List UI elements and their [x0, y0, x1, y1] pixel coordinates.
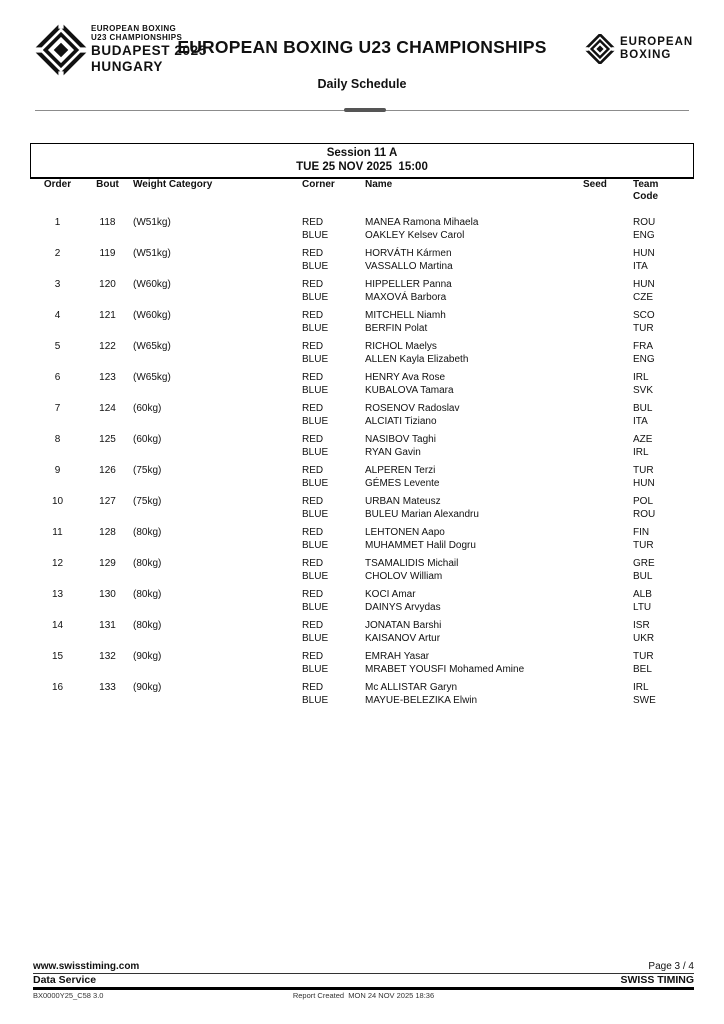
blue-corner-label: BLUE	[302, 509, 329, 520]
bout-number-cell: 122	[99, 341, 116, 352]
swiss-timing-label: SWISS TIMING	[620, 974, 694, 986]
logo-line: EUROPEAN BOXING	[91, 24, 177, 33]
bout-number-cell: 118	[99, 217, 116, 228]
table-row	[30, 681, 694, 707]
weight-category-cell: (90kg)	[133, 682, 162, 693]
weight-category-cell: (90kg)	[133, 651, 162, 662]
red-boxer-name: NASIBOV Taghi	[365, 434, 436, 445]
seed-cell	[583, 557, 633, 583]
blue-corner-label: BLUE	[302, 540, 329, 551]
table-row	[30, 216, 694, 242]
table-row	[30, 526, 694, 552]
blue-team-code: ENG	[633, 230, 655, 241]
seed-cell	[583, 278, 633, 304]
seed-cell	[583, 588, 633, 614]
corner-cell	[302, 557, 365, 583]
weight-category-cell: (W60kg)	[133, 310, 171, 321]
corner-cell	[302, 588, 365, 614]
order-cell: 16	[51, 682, 64, 693]
seed-cell	[583, 247, 633, 273]
red-corner-label: RED	[302, 310, 324, 321]
red-boxer-name: MANEA Ramona Mihaela	[365, 217, 479, 228]
corner-cell	[302, 402, 365, 428]
gem-icon	[585, 34, 615, 64]
table-row	[30, 340, 694, 366]
blue-corner-label: BLUE	[302, 416, 329, 427]
table-row	[30, 402, 694, 428]
name-cell	[365, 681, 583, 707]
table-row	[30, 650, 694, 676]
bout-number-cell: 121	[99, 310, 116, 321]
bout-number-cell: 132	[99, 651, 116, 662]
team-code-cell	[633, 371, 694, 397]
team-code-cell	[633, 557, 694, 583]
red-corner-label: RED	[302, 465, 324, 476]
corner-cell	[302, 495, 365, 521]
bout-number-cell: 119	[99, 248, 116, 259]
footer-row-report	[33, 991, 694, 1001]
red-corner-label: RED	[302, 434, 324, 445]
table-body	[30, 216, 694, 707]
red-team-code: ALB	[633, 589, 652, 600]
team-code-cell	[633, 650, 694, 676]
schedule-table	[30, 179, 694, 712]
red-boxer-name: HORVÁTH Kármen	[365, 248, 452, 259]
blue-corner-label: BLUE	[302, 602, 329, 613]
red-team-code: HUN	[633, 279, 655, 290]
report-code: BX0000Y25_C58 3.0	[33, 990, 104, 1000]
red-corner-label: RED	[302, 372, 324, 383]
red-team-code: IRL	[633, 372, 649, 383]
order-cell: 4	[54, 310, 61, 321]
name-cell	[365, 340, 583, 366]
blue-boxer-name: CHOLOV William	[365, 571, 443, 582]
red-team-code: ISR	[633, 620, 650, 631]
name-cell	[365, 309, 583, 335]
red-corner-label: RED	[302, 682, 324, 693]
weight-category-cell: (75kg)	[133, 465, 162, 476]
weight-category-cell: (80kg)	[133, 558, 162, 569]
order-cell: 5	[54, 341, 61, 352]
table-row	[30, 309, 694, 335]
order-cell: 11	[52, 527, 63, 538]
red-boxer-name: MITCHELL Niamh	[365, 310, 446, 321]
seed-cell	[583, 371, 633, 397]
weight-category-cell: (60kg)	[133, 434, 162, 445]
team-code-cell	[633, 278, 694, 304]
blue-boxer-name: MRABET YOUSFI Mohamed Amine	[365, 664, 525, 675]
name-cell	[365, 402, 583, 428]
logo-line: BOXING	[620, 49, 672, 61]
name-cell	[365, 557, 583, 583]
red-team-code: FRA	[633, 341, 653, 352]
page-number: Page 3 / 4	[648, 961, 694, 972]
corner-cell	[302, 619, 365, 645]
page-footer	[33, 961, 694, 1001]
logo-line: EUROPEAN	[620, 36, 694, 48]
seed-cell	[583, 619, 633, 645]
corner-cell	[302, 216, 365, 242]
corner-cell	[302, 650, 365, 676]
team-code-cell	[633, 619, 694, 645]
red-boxer-name: HIPPELLER Panna	[365, 279, 452, 290]
bout-number-cell: 130	[99, 589, 116, 600]
header-team-code	[633, 179, 694, 203]
team-code-cell	[633, 526, 694, 552]
name-cell	[365, 650, 583, 676]
blue-boxer-name: KAISANOV Artur	[365, 633, 441, 644]
header-order: Order	[43, 179, 72, 190]
red-corner-label: RED	[302, 496, 324, 507]
data-service-label: Data Service	[33, 974, 97, 986]
seed-cell	[583, 495, 633, 521]
blue-boxer-name: ALLEN Kayla Elizabeth	[365, 354, 469, 365]
order-cell: 14	[51, 620, 64, 631]
blue-corner-label: BLUE	[302, 633, 329, 644]
seed-cell	[583, 402, 633, 428]
table-row	[30, 247, 694, 273]
order-cell: 7	[54, 403, 61, 414]
order-cell: 1	[54, 217, 61, 228]
weight-category-cell: (75kg)	[133, 496, 162, 507]
order-cell: 15	[51, 651, 64, 662]
blue-boxer-name: OAKLEY Kelsev Carol	[365, 230, 465, 241]
red-corner-label: RED	[302, 248, 324, 259]
weight-category-cell: (W60kg)	[133, 279, 171, 290]
blue-corner-label: BLUE	[302, 292, 329, 303]
blue-boxer-name: MAYUE-BELEZIKA Elwin	[365, 695, 478, 706]
blue-team-code: IRL	[633, 447, 649, 458]
corner-cell	[302, 309, 365, 335]
footer-row-service	[33, 974, 694, 986]
blue-corner-label: BLUE	[302, 478, 329, 489]
blue-boxer-name: MUHAMMET Halil Dogru	[365, 540, 476, 551]
blue-boxer-name: BERFIN Polat	[365, 323, 428, 334]
header-name: Name	[365, 179, 393, 190]
name-cell	[365, 526, 583, 552]
red-corner-label: RED	[302, 558, 324, 569]
blue-boxer-name: VASSALLO Martina	[365, 261, 453, 272]
table-row	[30, 495, 694, 521]
table-row	[30, 278, 694, 304]
blue-team-code: SVK	[633, 385, 654, 396]
red-team-code: AZE	[633, 434, 653, 445]
header-corner: Corner	[302, 179, 335, 190]
team-code-cell	[633, 309, 694, 335]
blue-boxer-name: KUBALOVA Tamara	[365, 385, 454, 396]
team-code-cell	[633, 433, 694, 459]
table-row	[30, 588, 694, 614]
red-team-code: HUN	[633, 248, 655, 259]
order-cell: 3	[54, 279, 61, 290]
blue-boxer-name: RYAN Gavin	[365, 447, 421, 458]
seed-cell	[583, 650, 633, 676]
header-bout: Bout	[96, 179, 119, 190]
blue-team-code: HUN	[633, 478, 655, 489]
corner-cell	[302, 526, 365, 552]
bout-number-cell: 129	[99, 558, 116, 569]
page-title: EUROPEAN BOXING U23 CHAMPIONSHIPS	[177, 37, 547, 57]
corner-cell	[302, 433, 365, 459]
report-created: Report Created MON 24 NOV 2025 18:36	[292, 990, 435, 1000]
blue-team-code: ITA	[633, 261, 648, 272]
name-cell	[365, 464, 583, 490]
team-code-cell	[633, 681, 694, 707]
header-seed: Seed	[583, 179, 607, 190]
weight-category-cell: (60kg)	[133, 403, 162, 414]
team-code-cell	[633, 216, 694, 242]
order-cell: 8	[54, 434, 61, 445]
name-cell	[365, 216, 583, 242]
seed-cell	[583, 309, 633, 335]
red-team-code: IRL	[633, 682, 649, 693]
blue-team-code: TUR	[633, 323, 654, 334]
red-corner-label: RED	[302, 620, 324, 631]
name-cell	[365, 588, 583, 614]
name-cell	[365, 371, 583, 397]
red-team-code: SCO	[633, 310, 655, 321]
red-corner-label: RED	[302, 279, 324, 290]
bout-number-cell: 126	[99, 465, 116, 476]
blue-team-code: SWE	[633, 695, 656, 706]
table-row	[30, 619, 694, 645]
logo-line: BUDAPEST 2025	[91, 43, 207, 58]
team-code-cell	[633, 340, 694, 366]
weight-category-cell: (80kg)	[133, 620, 162, 631]
header-divider-center	[344, 108, 386, 112]
red-boxer-name: TSAMALIDIS Michail	[365, 558, 459, 569]
session-title: Session 11 A	[326, 147, 398, 159]
blue-boxer-name: BULEU Marian Alexandru	[365, 509, 479, 520]
blue-corner-label: BLUE	[302, 571, 329, 582]
team-code-cell	[633, 464, 694, 490]
corner-cell	[302, 681, 365, 707]
blue-corner-label: BLUE	[302, 695, 329, 706]
red-team-code: TUR	[633, 465, 654, 476]
blue-team-code: TUR	[633, 540, 654, 551]
team-code-cell	[633, 402, 694, 428]
blue-team-code: BEL	[633, 664, 652, 675]
weight-category-cell: (W51kg)	[133, 217, 171, 228]
blue-boxer-name: ALCIATI Tiziano	[365, 416, 437, 427]
blue-corner-label: BLUE	[302, 354, 329, 365]
blue-boxer-name: GÉMES Levente	[365, 478, 440, 489]
corner-cell	[302, 247, 365, 273]
seed-cell	[583, 681, 633, 707]
weight-category-cell: (W65kg)	[133, 341, 171, 352]
order-cell: 13	[51, 589, 64, 600]
order-cell: 12	[51, 558, 64, 569]
order-cell: 10	[51, 496, 64, 507]
name-cell	[365, 433, 583, 459]
red-team-code: TUR	[633, 651, 654, 662]
red-boxer-name: JONATAN Barshi	[365, 620, 442, 631]
table-row	[30, 371, 694, 397]
team-code-cell	[633, 247, 694, 273]
header-weight-category: Weight Category	[133, 179, 213, 190]
red-boxer-name: ROSENOV Radoslav	[365, 403, 460, 414]
red-boxer-name: Mc ALLISTAR Garyn	[365, 682, 458, 693]
bout-number-cell: 131	[99, 620, 116, 631]
seed-cell	[583, 464, 633, 490]
red-corner-label: RED	[302, 651, 324, 662]
seed-cell	[583, 433, 633, 459]
table-row	[30, 464, 694, 490]
red-team-code: FIN	[633, 527, 650, 538]
logo-line: U23 CHAMPIONSHIPS	[91, 33, 183, 42]
red-boxer-name: KOCI Amar	[365, 589, 416, 600]
weight-category-cell: (80kg)	[133, 589, 162, 600]
name-cell	[365, 247, 583, 273]
red-boxer-name: RICHOL Maelys	[365, 341, 437, 352]
blue-corner-label: BLUE	[302, 261, 329, 272]
team-code-cell	[633, 588, 694, 614]
blue-team-code: BUL	[633, 571, 653, 582]
swisstiming-link[interactable]: www.swisstiming.com	[33, 961, 140, 972]
seed-cell	[583, 340, 633, 366]
red-team-code: BUL	[633, 403, 653, 414]
table-row	[30, 433, 694, 459]
order-cell: 6	[54, 372, 61, 383]
red-corner-label: RED	[302, 217, 324, 228]
bout-number-cell: 128	[99, 527, 116, 538]
order-cell: 2	[54, 248, 61, 259]
red-corner-label: RED	[302, 403, 324, 414]
european-boxing-logo	[585, 34, 693, 64]
blue-corner-label: BLUE	[302, 664, 329, 675]
red-boxer-name: HENRY Ava Rose	[365, 372, 446, 383]
red-corner-label: RED	[302, 589, 324, 600]
bout-number-cell: 125	[99, 434, 116, 445]
red-corner-label: RED	[302, 527, 324, 538]
red-corner-label: RED	[302, 341, 324, 352]
table-row	[30, 557, 694, 583]
corner-cell	[302, 464, 365, 490]
blue-team-code: UKR	[633, 633, 655, 644]
red-team-code: ROU	[633, 217, 656, 228]
red-team-code: GRE	[633, 558, 655, 569]
header-team-line2: Code	[633, 191, 658, 202]
footer-divider-thick	[33, 987, 694, 990]
blue-team-code: ENG	[633, 354, 655, 365]
bout-number-cell: 123	[99, 372, 116, 383]
blue-team-code: CZE	[633, 292, 653, 303]
name-cell	[365, 495, 583, 521]
blue-corner-label: BLUE	[302, 323, 329, 334]
red-boxer-name: ALPEREN Terzi	[365, 465, 436, 476]
red-boxer-name: URBAN Mateusz	[365, 496, 441, 507]
blue-corner-label: BLUE	[302, 447, 329, 458]
page-subtitle: Daily Schedule	[317, 77, 407, 91]
blue-corner-label: BLUE	[302, 230, 329, 241]
bout-number-cell: 124	[99, 403, 116, 414]
name-cell	[365, 278, 583, 304]
blue-boxer-name: MAXOVÁ Barbora	[365, 292, 447, 303]
red-boxer-name: LEHTONEN Aapo	[365, 527, 445, 538]
weight-category-cell: (W51kg)	[133, 248, 171, 259]
logo-line: HUNGARY	[91, 59, 163, 74]
weight-category-cell: (80kg)	[133, 527, 162, 538]
blue-team-code: LTU	[633, 602, 652, 613]
bout-number-cell: 133	[99, 682, 116, 693]
corner-cell	[302, 340, 365, 366]
blue-boxer-name: DAINYS Arvydas	[365, 602, 441, 613]
seed-cell	[583, 216, 633, 242]
weight-category-cell: (W65kg)	[133, 372, 171, 383]
session-header-box	[30, 143, 694, 179]
footer-row-site	[33, 961, 694, 972]
name-cell	[365, 619, 583, 645]
header-team-line1: Team	[633, 179, 659, 190]
order-cell: 9	[54, 465, 61, 476]
team-code-cell	[633, 495, 694, 521]
seed-cell	[583, 526, 633, 552]
blue-corner-label: BLUE	[302, 385, 329, 396]
blue-team-code: ROU	[633, 509, 656, 520]
red-boxer-name: EMRAH Yasar	[365, 651, 430, 662]
european-boxing-logo-text	[620, 36, 693, 62]
corner-cell	[302, 371, 365, 397]
red-team-code: POL	[633, 496, 654, 507]
bout-number-cell: 127	[99, 496, 116, 507]
corner-cell	[302, 278, 365, 304]
blue-team-code: ITA	[633, 416, 648, 427]
bout-number-cell: 120	[99, 279, 116, 290]
session-datetime: TUE 25 NOV 2025 15:00	[296, 161, 428, 173]
table-header-row	[30, 179, 694, 203]
